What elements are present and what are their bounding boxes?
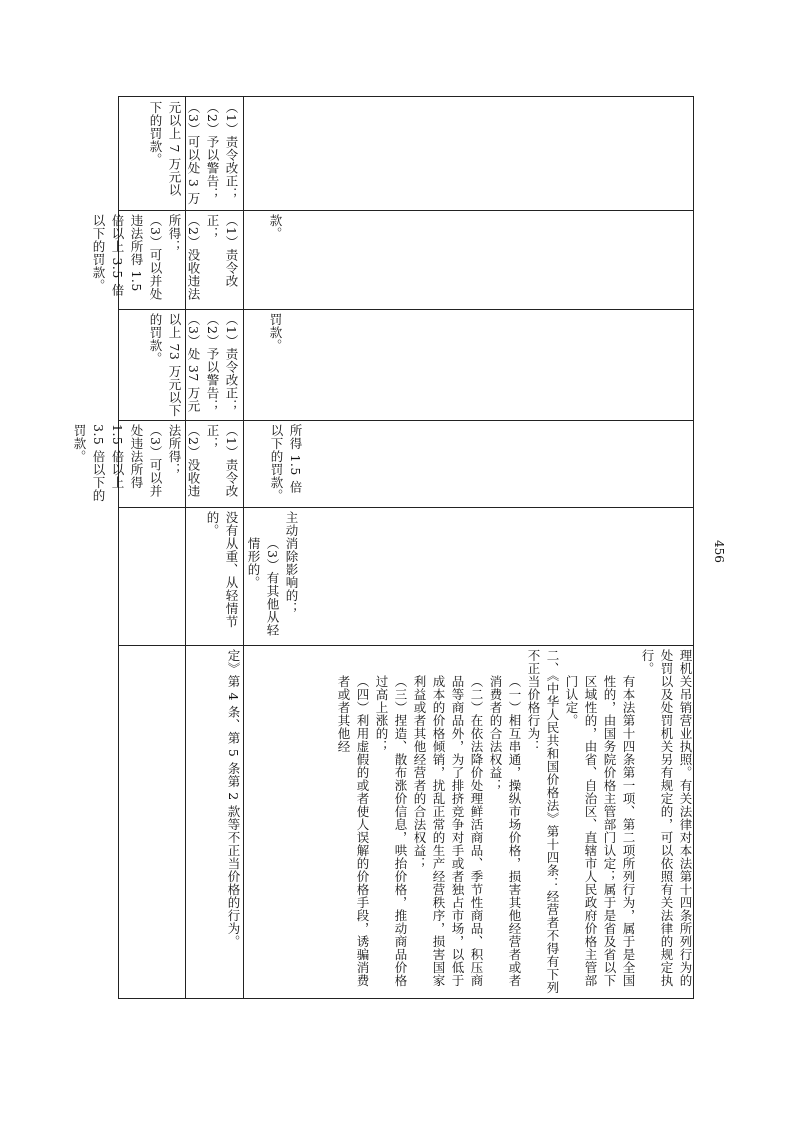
legal-content-paragraph: （三）捏造、散布涨价信息，哄抬价格，推动商品价格过高上涨的； — [374, 675, 408, 987]
column-divider — [119, 210, 693, 211]
heavy-penalty-cell — [245, 214, 285, 306]
heavy-penalty-text: 款。 — [268, 214, 283, 240]
legal-content-paragraph: （四）利用虚假的或者使人误解的价格手段，诱骗消费者或者其他经 — [336, 675, 370, 987]
general-penalty-cell — [245, 313, 285, 417]
legal-content-paragraph: 有本法第十四条第一项、第二项所列行为，属于是全国性的，由国务院价格主管部门认定；属于是省及省以下区域性的，由省、自治区、直辖市人民政府价格主管部门认定。 — [564, 675, 636, 987]
general-penalty-item: （1）责令改正； — [224, 313, 239, 413]
special-penalty-item: （2）予以警告； — [205, 101, 220, 201]
light-penalty-item: （3）可以并处违法所得 1.5 倍以上 3.5 倍以下的罚款。 — [72, 424, 163, 502]
circumstance-cell — [245, 511, 301, 641]
column-divider — [119, 309, 693, 310]
light-penalty-item: （2）没收违法所得； — [167, 424, 201, 498]
legal-content-paragraph: （一）相互串通，操纵市场价格，损害其他经营者或者消费者的合法权益； — [488, 675, 522, 987]
heavy-penalty-item: （3）可以并处违法所得 1.5 倍以上 3.5 倍以下的罚款。 — [91, 214, 163, 301]
circumstance-text: （3）有其他从轻情形的。 — [246, 537, 280, 637]
special-penalty-cell — [123, 101, 241, 207]
page-number: 456 — [712, 540, 726, 563]
column-divider — [119, 420, 693, 421]
penalty-table — [72, 96, 694, 999]
circumstance-text: 主动消除影响的； — [284, 511, 299, 615]
legal-content-paragraph: 理机关吊销营业执照。有关法律对本法第十四条所列行为的处罚以及处罚机关另有规定的，可以依照有关法律的规定执行。 — [640, 649, 693, 987]
column-divider — [119, 645, 693, 646]
heavy-penalty-item: （2）没收违法所得； — [167, 214, 201, 301]
general-penalty-item: （2）予以警告； — [205, 313, 220, 413]
special-penalty-item: （1）责令改正； — [224, 101, 239, 201]
heavy-penalty-cell — [91, 214, 241, 306]
general-penalty-cell — [123, 313, 241, 417]
circumstance-text: 没有从重、从轻情节的。 — [205, 511, 239, 628]
legal-basis-text: 定》第 4 条、第 5 条第 2 款等不正当价格的行为。 — [226, 649, 241, 949]
legal-content-paragraph: （二）在依法降价处理鲜活商品、季节性商品、积压商品等商品外，为了排挤竞争对手或者独占市场，以低于成本的价格倾销，扰乱正常的生产经营秩序，损害国家利益或者其他经营者的合法权益； — [412, 675, 484, 987]
special-penalty-item: （3）可以处 3 万元以上 7 万元以下的罚款。 — [148, 101, 201, 205]
heavy-penalty-item: （1）责令改正； — [205, 214, 239, 288]
legal-basis-cell — [187, 649, 243, 994]
circumstance-cell — [187, 511, 241, 641]
legal-content-cell — [245, 649, 695, 994]
general-penalty-item: （3）处 37 万元以上 73 万元以下的罚款。 — [148, 313, 201, 417]
light-penalty-text: 所得 1.5 倍以下的罚款。 — [269, 424, 303, 502]
legal-content-paragraph: 二、《中华人民共和国价格法》第十四条：经营者不得有下列不正当价格行为： — [526, 649, 560, 994]
column-divider — [119, 507, 693, 508]
light-penalty-cell — [245, 424, 305, 504]
light-penalty-item: （1）责令改正； — [205, 424, 239, 498]
light-penalty-cell — [72, 424, 241, 504]
general-penalty-text: 罚款。 — [268, 313, 283, 352]
